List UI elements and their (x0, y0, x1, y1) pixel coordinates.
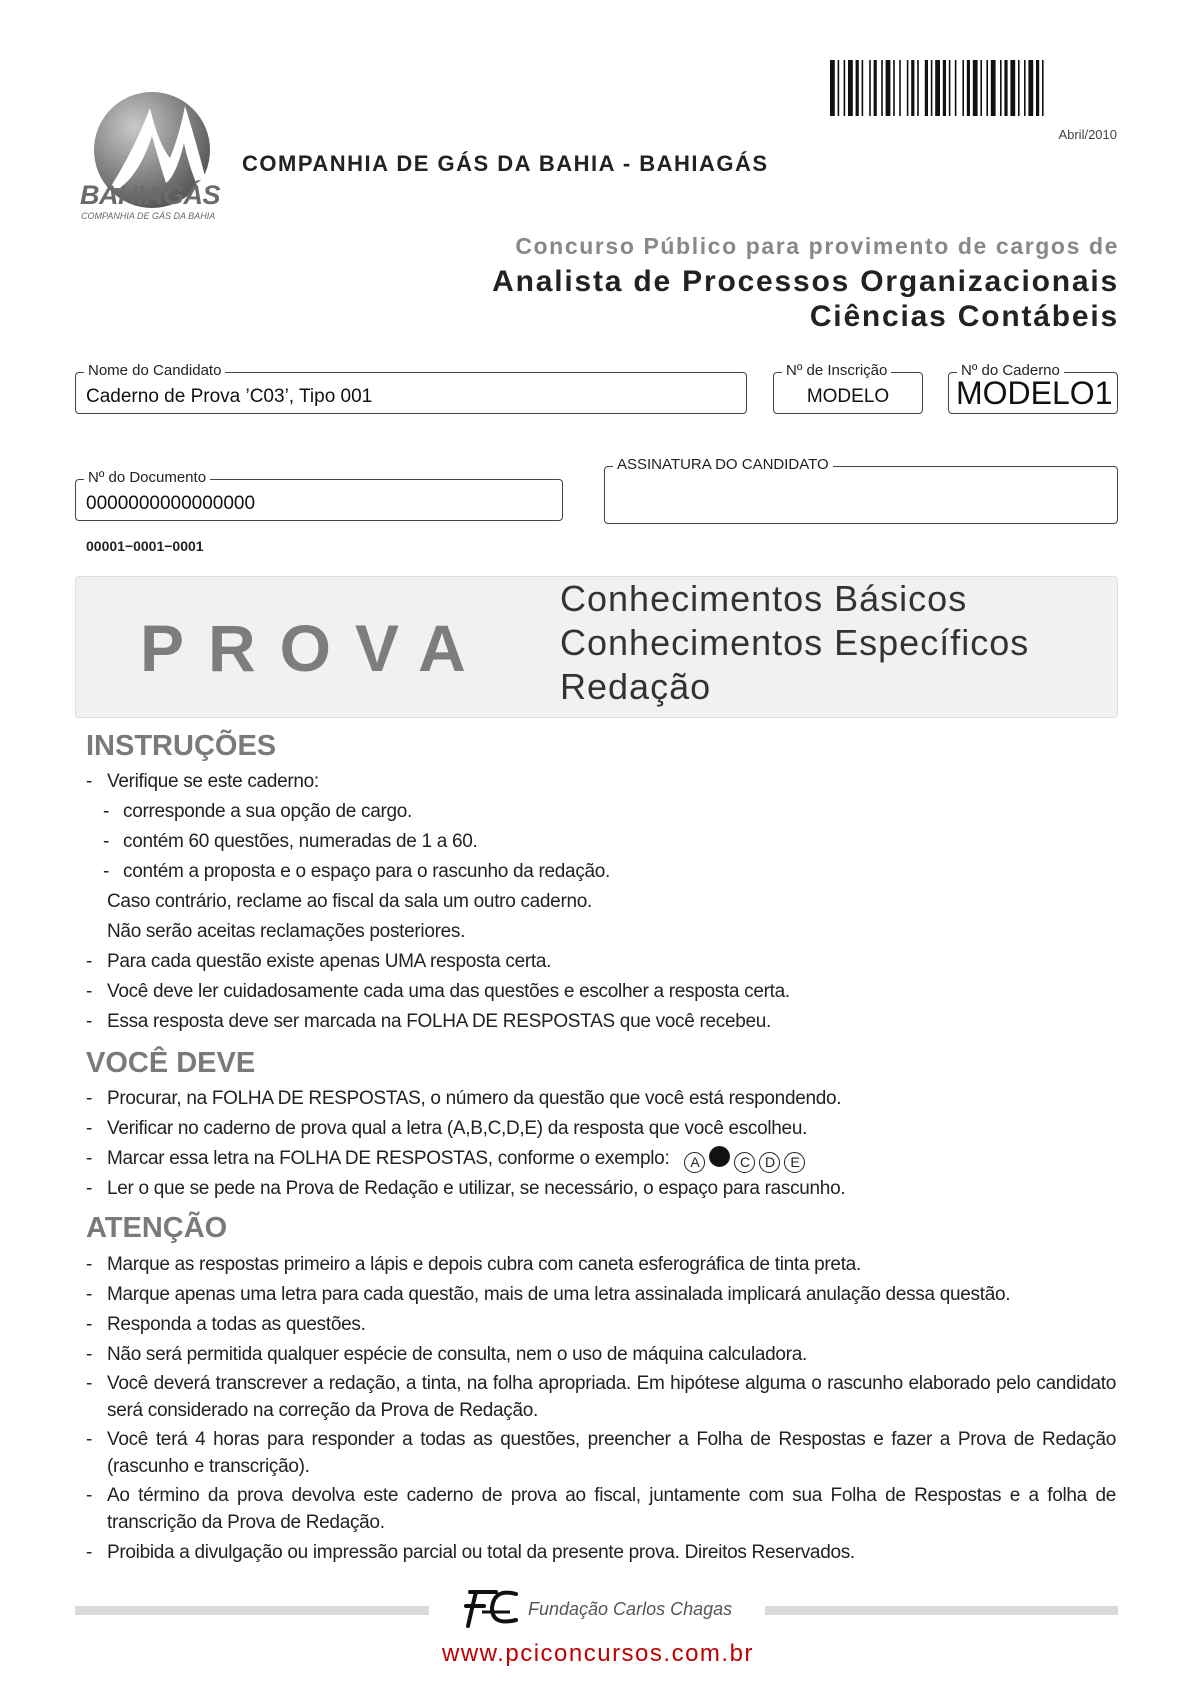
list-item: Caso contrário, reclame ao fiscal da sala um outro caderno. (107, 891, 592, 912)
list-item: - Ler o que se pede na Prova de Redação e utilizar, se necessário, o espaço para rascunho. (86, 1178, 846, 1199)
cargo-title-line2: Ciências Contábeis (809, 300, 1119, 333)
foundation-name: Fundação Carlos Chagas (528, 1599, 733, 1619)
bubble-d: D (759, 1152, 780, 1173)
candidate-name-label: Nome do Candidato (84, 362, 225, 379)
list-item: - contém a proposta e o espaço para o rascunho da redação. (103, 861, 611, 882)
list-item: - Marque as respostas primeiro a lápis e depois cubra com caneta esferográfica de tinta preta. (86, 1254, 861, 1275)
cargo-title-line1: Analista de Processos Organizacionais (492, 265, 1119, 298)
inscription-number-label: Nº de Inscrição (782, 362, 891, 379)
prova-title: PROVA (140, 611, 490, 685)
booklet-number-value: MODELO1 (956, 375, 1113, 411)
concurso-title: Concurso Público para provimento de cargos de (515, 233, 1119, 259)
logo-wordmark: BAHIAGÁS (80, 180, 221, 210)
bubble-e: E (784, 1152, 805, 1173)
signature-field[interactable] (604, 456, 1118, 524)
candidate-name-field[interactable] (75, 362, 747, 414)
inscription-number-field[interactable] (773, 362, 923, 414)
bubble-c: C (734, 1152, 755, 1173)
list-item: - Responda a todas as questões. (86, 1314, 366, 1335)
list-item: - Não será permitida qualquer espécie de consulta, nem o uso de máquina calculadora. (86, 1344, 807, 1365)
exam-date: Abril/2010 (1058, 127, 1117, 142)
website-link[interactable]: www.pciconcursos.com.br (442, 1640, 754, 1667)
barcode (830, 60, 1120, 116)
atencao-heading: ATENÇÃO (86, 1212, 228, 1244)
company-name: COMPANHIA DE GÁS DA BAHIA - BAHIAGÁS (242, 151, 769, 176)
booklet-number-label: Nº do Caderno (957, 362, 1064, 379)
footer-divider-left (75, 1606, 429, 1615)
list-item: - Ao término da prova devolva este caderno de prova ao fiscal, juntamente com sua Folha de Respostas e a folha de transcrição da Prova de Redação. (86, 1485, 1116, 1533)
bubble-b-filled (709, 1146, 730, 1167)
bubble-a: A (684, 1152, 705, 1173)
list-item: - Procurar, na FOLHA DE RESPOSTAS, o número da questão que você está respondendo. (86, 1088, 842, 1109)
sequence-code: 00001−0001−0001 (86, 538, 204, 554)
list-item: - Marque apenas uma letra para cada questão, mais de uma letra assinalada implicará anulação dessa questão. (86, 1284, 1011, 1305)
inscription-number-value: MODELO (806, 386, 890, 407)
voce-deve-list (86, 1084, 1116, 1204)
answer-example (680, 1148, 805, 1169)
list-item: - Essa resposta deve ser marcada na FOLHA DE RESPOSTAS que você recebeu. (86, 1011, 772, 1032)
document-number-field[interactable] (75, 469, 563, 521)
atencao-list (86, 1250, 1116, 1568)
list-item: - Verifique se este caderno: (86, 771, 319, 792)
list-item: Não serão aceitas reclamações posteriores. (107, 921, 466, 942)
document-number-label: Nº do Documento (84, 469, 210, 486)
prova-section: Conhecimentos Básicos (560, 578, 968, 619)
list-item: - corresponde a sua opção de cargo. (103, 801, 413, 822)
signature-label: ASSINATURA DO CANDIDATO (613, 456, 833, 473)
prova-section: Redação (560, 666, 712, 707)
footer-divider-right (765, 1606, 1118, 1615)
fcc-logo-icon (462, 1586, 520, 1630)
instrucoes-heading: INSTRUÇÕES (86, 730, 277, 762)
list-item: - Proibida a divulgação ou impressão parcial ou total da presente prova. Direitos Reservados. (86, 1542, 855, 1563)
voce-deve-heading: VOCÊ DEVE (86, 1047, 256, 1079)
document-number-value: 0000000000000000 (86, 493, 256, 514)
list-item: - Para cada questão existe apenas UMA resposta certa. (86, 951, 552, 972)
list-item: - contém 60 questões, numeradas de 1 a 60. (103, 831, 478, 852)
instrucoes-list (86, 767, 1116, 1037)
prova-section: Conhecimentos Específicos (560, 622, 1030, 663)
list-item: - Verificar no caderno de prova qual a letra (A,B,C,D,E) da resposta que você escolheu. (86, 1118, 808, 1139)
candidate-name-value: Caderno de Prova ’C03’, Tipo 001 (86, 386, 373, 407)
logo-subtitle: COMPANHIA DE GÁS DA BAHIA (81, 211, 216, 221)
list-item: - Você deve ler cuidadosamente cada uma das questões e escolher a resposta certa. (86, 981, 790, 1002)
list-item: - Você terá 4 horas para responder a todas as questões, preencher a Folha de Respostas e fazer a Prova de Redação (rascunho e transcrição). (86, 1429, 1116, 1477)
list-item: - Marcar essa letra na FOLHA DE RESPOSTAS, conforme o exemplo: A C D E (86, 1144, 1116, 1174)
booklet-number-field[interactable] (948, 362, 1118, 414)
list-item: - Você deverá transcrever a redação, a tinta, na folha apropriada. Em hipótese alguma o rascunho elaborado pelo candidato será considerado na correção da Prova de Redação. (86, 1373, 1116, 1421)
